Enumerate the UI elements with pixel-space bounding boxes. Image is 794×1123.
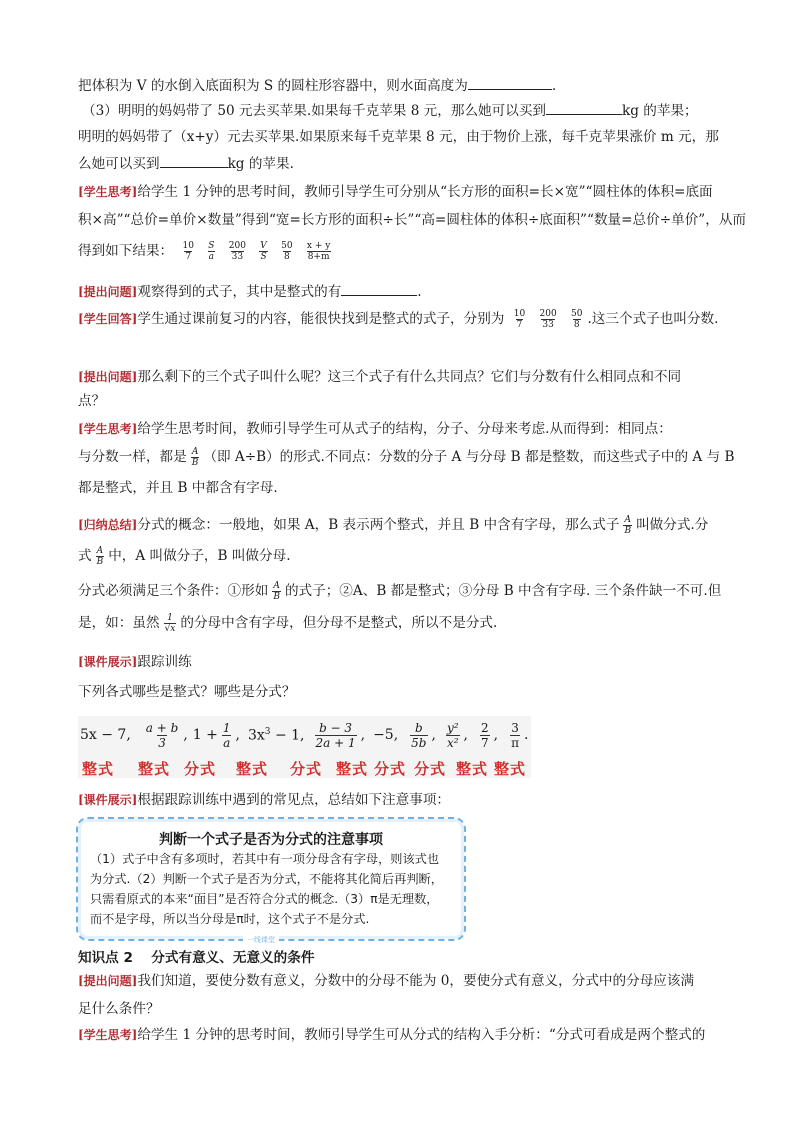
answer-blank[interactable] <box>341 283 417 296</box>
fraction: $\frac{a + b}{3}$ <box>145 720 179 750</box>
fraction: $\frac{b}{5b}$ <box>411 720 427 750</box>
fraction: $\frac{A}{B}$ <box>96 546 104 567</box>
fraction: $\frac{3}{\pi}$ <box>511 720 519 750</box>
text-line: 明明的妈妈带了（x+y）元去买苹果.如果原来每千克苹果 8 元，由于物价上涨，每千克苹果涨价 m 元，那 <box>78 129 719 145</box>
answer-label: 整式 <box>82 760 115 778</box>
text-line: 足什么条件？ <box>78 1001 160 1017</box>
text-line: [提出问题]我们知道，要使分数有意义，分数中的分母不能为 0，要使分式有意义，分式中的分母应该满 <box>78 973 695 989</box>
answer-blank[interactable] <box>160 155 228 168</box>
text-line: 得到如下结果： $\frac{10}{7}$ $\frac{S}{a}$ $\frac{200}{33}$ $\frac{V}{S}$ $\frac{50}{8}$ $\frac{x + y}{8+m}$ <box>78 241 331 262</box>
fraction: $\frac{x + y}{8+m}$ <box>306 241 331 262</box>
section-tag: [课件展示] <box>78 793 138 807</box>
expression: 1 + <box>192 727 218 743</box>
section-heading: 知识点 2 分式有意义、无意义的条件 <box>78 950 315 966</box>
text-line: [学生回答]学生通过课前复习的内容，能很快找到是整式的式子，分别为 $\frac{10}{7}$ $\frac{200}{33}$ $\frac{50}{8}$ .这三个式子也叫分数. <box>78 309 719 330</box>
fraction: $\frac{50}{8}$ <box>571 309 583 330</box>
section-tag: [学生回答] <box>78 312 138 326</box>
text-line: [学生思考]给学生 1 分钟的思考时间，教师引导学生可分别从“长方形的面积=长×宽”“圆柱体的体积=底面 <box>78 184 713 200</box>
fraction: $\frac{200}{33}$ <box>539 309 557 330</box>
text-line: 把体积为 V 的水倒入底面积为 S 的圆柱形容器中，则水面高度为 . <box>78 78 557 94</box>
text-line: 下列各式哪些是整式？哪些是分式？ <box>78 684 296 700</box>
fraction: $\frac{200}{33}$ <box>228 241 246 262</box>
note-watermark: 一线课堂 <box>243 935 279 945</box>
text-line: （3）明明的妈妈带了 50 元去买苹果.如果每千克苹果 8 元，那么她可以买到 kg 的苹果； <box>82 103 698 119</box>
section-tag: [提出问题] <box>78 285 138 299</box>
fraction: $\frac{2}{7}$ <box>481 720 489 750</box>
answer-label: 分式 <box>184 760 217 778</box>
fraction: $\frac{A}{B}$ <box>191 447 199 468</box>
note-line: 只需看原式的本来“面目”是否符合分式的概念.（3）π是无理数， <box>90 892 439 906</box>
fraction: $\frac{S}{a}$ <box>208 241 215 262</box>
answer-blank[interactable] <box>468 77 552 90</box>
text-line: [提出问题]观察得到的式子，其中是整式的有 . <box>78 284 422 300</box>
fraction: $\frac{b - 3}{2a + 1}$ <box>315 720 356 750</box>
text-line: 分式必须满足三个条件：①形如 $\frac{A}{B}$ 的式子；②A、B 都是整式；③分母 B 中含有字母. 三个条件缺一不可.但 <box>78 581 722 602</box>
text-line: 积×高”“总价=单价×数量”得到“宽=长方形的面积÷长”“高=圆柱体的体积÷底面积”“数量=总价÷单价”，从而 <box>78 212 747 228</box>
answer-label: 整式 <box>138 760 171 778</box>
text-line: 么她可以买到 kg 的苹果. <box>78 156 294 172</box>
answer-label: 整式 <box>336 760 369 778</box>
text-line: [课件展示]根据跟踪训练中遇到的常见点，总结如下注意事项： <box>78 792 451 808</box>
fraction: $\frac{10}{7}$ <box>182 241 194 262</box>
expression: 5x − 7, <box>80 727 131 743</box>
note-title: 判断一个式子是否为分式的注意事项 <box>159 832 383 848</box>
text-line: 与分数一样，都是 $\frac{A}{B}$ （即 A÷B）的形式.不同点：分数的分子 A 与分母 B 都是整数，而这些式子中的 A 与 B <box>78 447 735 468</box>
section-tag: [课件展示] <box>78 655 138 669</box>
fraction: $\frac{10}{7}$ <box>513 309 526 330</box>
note-line: （1）式子中含有多项时，若其中有一项分母含有字母，则该式也 <box>90 852 440 866</box>
section-tag: [归纳总结] <box>78 518 138 532</box>
expression: $3x^3 - 1$, <box>247 726 305 744</box>
answer-label: 分式 <box>374 760 407 778</box>
fraction: $\frac{A}{B}$ <box>273 581 280 602</box>
section-tag: [提出问题] <box>78 974 138 988</box>
text-line: 式 $\frac{A}{B}$ 中，A 叫做分子，B 叫做分母. <box>78 546 291 567</box>
section-tag: [学生思考] <box>78 422 138 436</box>
text-line: 是，如：虽然 $\frac{1}{√x}$ 的分母中含有字母，但分母不是整式，所以不是分式. <box>78 613 498 634</box>
fraction: $\frac{1}{a}$ <box>222 720 231 750</box>
fraction: $\frac{V}{S}$ <box>260 241 267 262</box>
text-line: [提出问题]那么剩下的三个式子叫什么呢？这三个式子有什么共同点？它们与分数有什么相同点和不同 <box>78 369 682 385</box>
text-line: [归纳总结]分式的概念：一般地，如果 A，B 表示两个整式，并且 B 中含有字母，那么式子 $\frac{A}{B}$ 叫做分式.分 <box>78 515 709 536</box>
section-tag: [学生思考] <box>78 185 138 199</box>
answer-label: 整式 <box>494 760 527 778</box>
note-box <box>76 817 466 944</box>
expression: −5, <box>373 727 399 743</box>
expression-row: 5x − 7, $\frac{a + b}{3}$ , 1 + $\frac{1}{a}$ , $3x^3 - 1$, $\frac{b - 3}{2a + 1}$ , −5, $\frac{b}{5b}$ , $\frac{\text{y²}}{\text{x²}}$ , $\frac{2}{7}$ , $\frac{3}{\pi}$ . <box>80 720 529 750</box>
text-line: 点？ <box>78 393 106 409</box>
exercise-image <box>78 716 531 778</box>
note-line: 为分式.（2）判断一个式子是否为分式，不能将其化简后再判断， <box>90 872 443 886</box>
answer-label: 整式 <box>236 760 269 778</box>
answer-label: 分式 <box>290 760 323 778</box>
fraction: $\frac{1}{√x}$ <box>164 613 176 634</box>
fraction: $\frac{\text{y²}}{\text{x²}}$ <box>446 720 459 750</box>
note-line: 而不是字母，所以当分母是π时，这个式子不是分式. <box>90 912 370 926</box>
answer-label: 分式 <box>414 760 447 778</box>
text-line: [学生思考]给学生 1 分钟的思考时间，教师引导学生可从分式的结构入手分析：“分式可看成是两个整式的 <box>78 1027 706 1043</box>
section-tag: [学生思考] <box>78 1028 138 1042</box>
text-line: 都是整式，并且 B 中都含有字母. <box>78 480 278 496</box>
fraction: $\frac{A}{B}$ <box>624 515 632 536</box>
text-line: [学生思考]给学生思考时间，教师引导学生可从式子的结构，分子、分母来考虑.从而得到：相同点： <box>78 421 672 437</box>
text-line: [课件展示]跟踪训练 <box>78 654 192 670</box>
fraction: $\frac{50}{8}$ <box>281 241 293 262</box>
section-tag: [提出问题] <box>78 370 138 384</box>
answer-blank[interactable] <box>546 102 622 115</box>
answer-label: 整式 <box>456 760 489 778</box>
